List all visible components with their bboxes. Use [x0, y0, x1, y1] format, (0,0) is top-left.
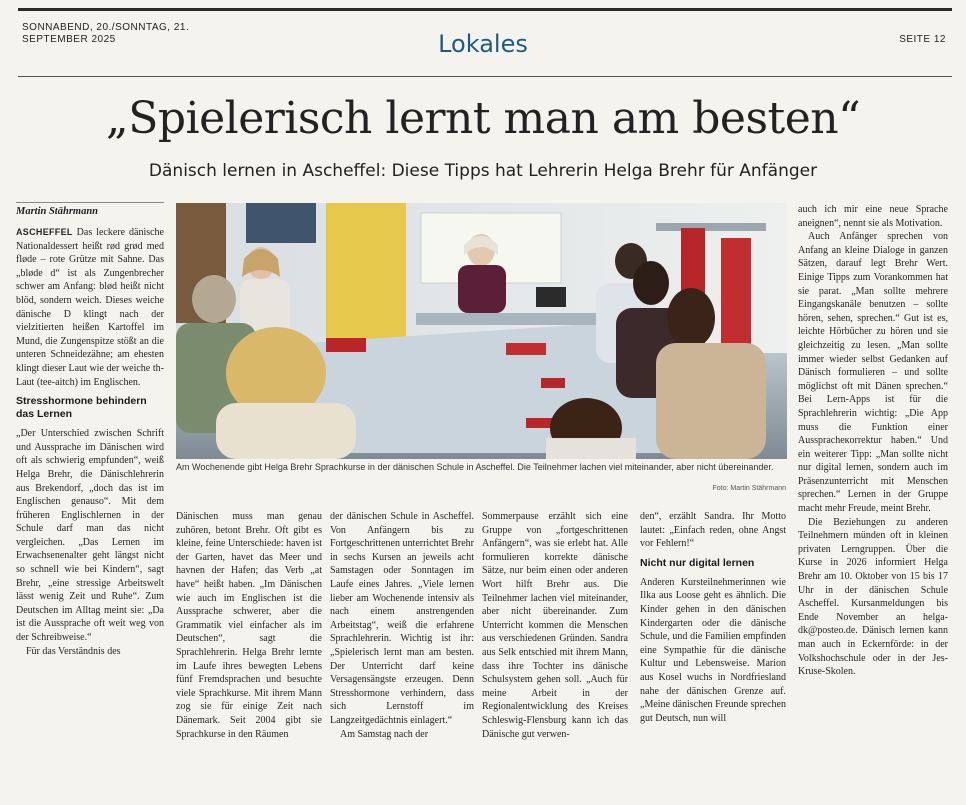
top-rule	[18, 8, 952, 11]
column-6	[798, 203, 948, 801]
photo-caption: Am Wochenende gibt Helga Brehr Sprachkurse in der dänischen Schule in Ascheffel. Die Teilnehmer lachen viel miteinander, aber nicht übereinander.	[176, 462, 774, 472]
section-title: Lokales	[438, 30, 528, 58]
column-3	[330, 510, 474, 801]
column-2	[176, 510, 322, 801]
column-1-lead	[16, 226, 164, 389]
header-rule	[18, 76, 952, 77]
dateline: ASCHEFFEL	[16, 227, 73, 237]
subheading-nicht-nur-digital: Nicht nur digital lernen	[640, 556, 755, 569]
photo-credit: Foto: Martin Stährmann	[712, 485, 786, 492]
column-1	[16, 226, 164, 801]
column-2-text: Dänischen muss man genau zuhören, betont Brehr. Oft gibt es kleine, feine Unterschiede: haven ist der Garten, havet das Meer und havnen der Hafen; das Verb „at have“ heißt haben. „Im Dänischen wie auch im Englischen ist die Aussprache schwerer, aber die Grammatik viel einfacher als im Deutschen“, sagt die Sprachlehrerin. Helga Brehr lernte im Laufe ihres bewegten Lebens fünf Fremdsprachen und besuchte viele Sprachkurse. Mit ihrem Mann zog sie für einige Zeit nach Dänemark. Seit 2004 gibt sie Sprachkurse in den Räumen	[176, 511, 322, 740]
article-headline: „Spielerisch lernt man am besten“	[105, 93, 861, 144]
article-photo	[176, 203, 787, 459]
subheading-stresshormone: Stresshormone behindern das Lernen	[16, 395, 147, 421]
column-6-paragraph-2: Die Beziehungen zu anderen Teilnehmern münden oft in kleinen privaten Lerngruppen. Über die Kurse in 2026 informiert Helga Brehr am 10. Oktober von 15 bis 17 Uhr in der dänischen Schule Ascheffel. Kursanmeldungen bis Ende November an helga-dk@posteo.de. Dänisch lernen kann man auch in Eckernförde: in der Volkshochschule oder in der Jes-Kruse-Skolen.	[798, 516, 948, 678]
column-5	[640, 510, 786, 801]
column-6-paragraph-1: Auch Anfänger sprechen von Anfang an kleine Dialoge in ganzen Sätzen, darauf legt Brehr Wert. Einige Tipps zum Vorankommen hat sie parat. „Man sollte mehrere Eingangskanäle benutzen – sollte hören, sehen, sprechen.“ Gut ist es, leichte Hörbücher zu hören und sie gleichzeitig zu lesen. „Man sollte immer wieder selbst Gedanken auf Dänisch formulieren – und sollte möglichst oft mit Dänen sprechen.“ Bei Lern-Apps ist für die Sprachlehrerin wichtig: „Die App muss die Funktion einer Ausspracheкorrektur haben.“ Und ein weiterer Tipp: „Man sollte nicht nur digital lernen, sondern auch im Präsenzunterricht mit Menschen sprechen.“ Lernen in der Gruppe macht mehr Freude, meint Brehr.	[798, 231, 948, 515]
paragraph-1: Das leckere dänische Nationaldessert heißt rød grød med fløde – rote Grütze mit Sahne. Das „bløde d“ ist als Zungenbrecher schwer am Anfang: blød heißt nicht blöd, sondern weich. Dieses weiche dänische D klingt nach der vielzitierten heißen Kartoffel im Mund, die Zungenspitze stößt an die unteren Schneidezähne; am ehesten klingt dieser Laut wie der weiche th-Laut (tee-aitch) im Englischen.	[16, 227, 164, 388]
date-line-1: SONNABEND, 20./SONNTAG, 21.	[22, 22, 190, 33]
column-5-text: den“, erzählt Sandra. Ihr Motto lautet: „Einfach reden, ohne Angst vor Fehlern!“	[640, 511, 786, 550]
paragraph-3: Für das Verständnis des	[26, 645, 121, 657]
column-6-lead: auch ich mir eine neue Sprache aneignen“, nennt sie als Motivation.	[798, 204, 948, 229]
article-subheadline: Dänisch lernen in Ascheffel: Diese Tipps hat Lehrerin Helga Brehr für Anfänger	[148, 161, 818, 181]
column-5-paragraph: Anderen Kursteilnehmerinnen wie Ilka aus Loose geht es ähnlich. Die Kinder gehen in den dänischen Kindergarten oder die dänische Schule, und die Familien empfinden eine Sympathie für die dänische Kultur und Lebensweise. Marion aus Kosel wuchs in Nordfriesland nahe der dänischen Grenze auf. „Meine dänischen Freunde sprechen gut Deutsch, nun will	[640, 576, 786, 724]
classroom-photo-illustration	[176, 203, 787, 459]
column-3-text: der dänischen Schule in Ascheffel. Von Anfängern bis zu Fortgeschrittenen unterrichtet Brehr in sechs Kursen an jeweils acht Samstagen oder Sonntagen im Laufe eines Jahres. „Viele lernen lieber am Wochenende intensiv als nach einem anstrengenden Arbeitstag“, weiß die erfahrene Sprachlehrerin. Wichtig ist ihr: „Spielerisch lernt man am besten. Der Unterricht darf keine Versagensängste erzeugen. Denn Stresshormone verhindern, dass sich Lernstoff im Langzeitgedächtnis einlagert.“	[330, 511, 474, 726]
column-3-tail: Am Samstag nach der	[340, 728, 429, 740]
column-4-text: Sommerpause erzählt sich eine Gruppe von „fortgeschrittenen Anfängern“, was sie erlebt hat. Alle formulieren korrekte dänische Sätze, nur beim einen oder anderen Wort hilft Brehr aus. Die Teilnehmer lachen viel miteinander, aber nicht übereinander. Zum Unterricht kommen die Menschen aus verschiedenen Gründen. Sandra aus Selk entschied mit ihrem Mann, dass ihre Tochter ins dänische Schulsystem gehen soll. „Auch für meine Arbeit in der Regionalentwicklung des Kreises Schleswig-Flensburg kann ich das Dänische gut verwen-	[482, 511, 628, 740]
paragraph-2: „Der Unterschied zwischen Schrift und Aussprache im Dänischen wird oft als schwierig empfunden“, weiß Helga Brehr, die Dänischlehrerin aus Brekendorf, „doch das ist im Englischen genauso“. Mit dem früheren Englischlernen in der Schule darf man das nicht vergleichen. „Das Lernen im Erwachsenenalter geht längst nicht so schnell wie bei Kindern“, sagt Brehr, „eine stressige Arbeitswelt lässt wenig Zeit und Ruhe“. Zum Deutschen im Alltag meint sie: „Da ist die Aussprache oft weit weg von der Schreibweise.“	[16, 428, 164, 644]
date-line-2: SEPTEMBER 2025	[22, 34, 116, 45]
author-byline: Martin Stährmann	[16, 202, 164, 219]
page-number: SEITE 12	[899, 34, 946, 45]
column-4	[482, 510, 628, 801]
